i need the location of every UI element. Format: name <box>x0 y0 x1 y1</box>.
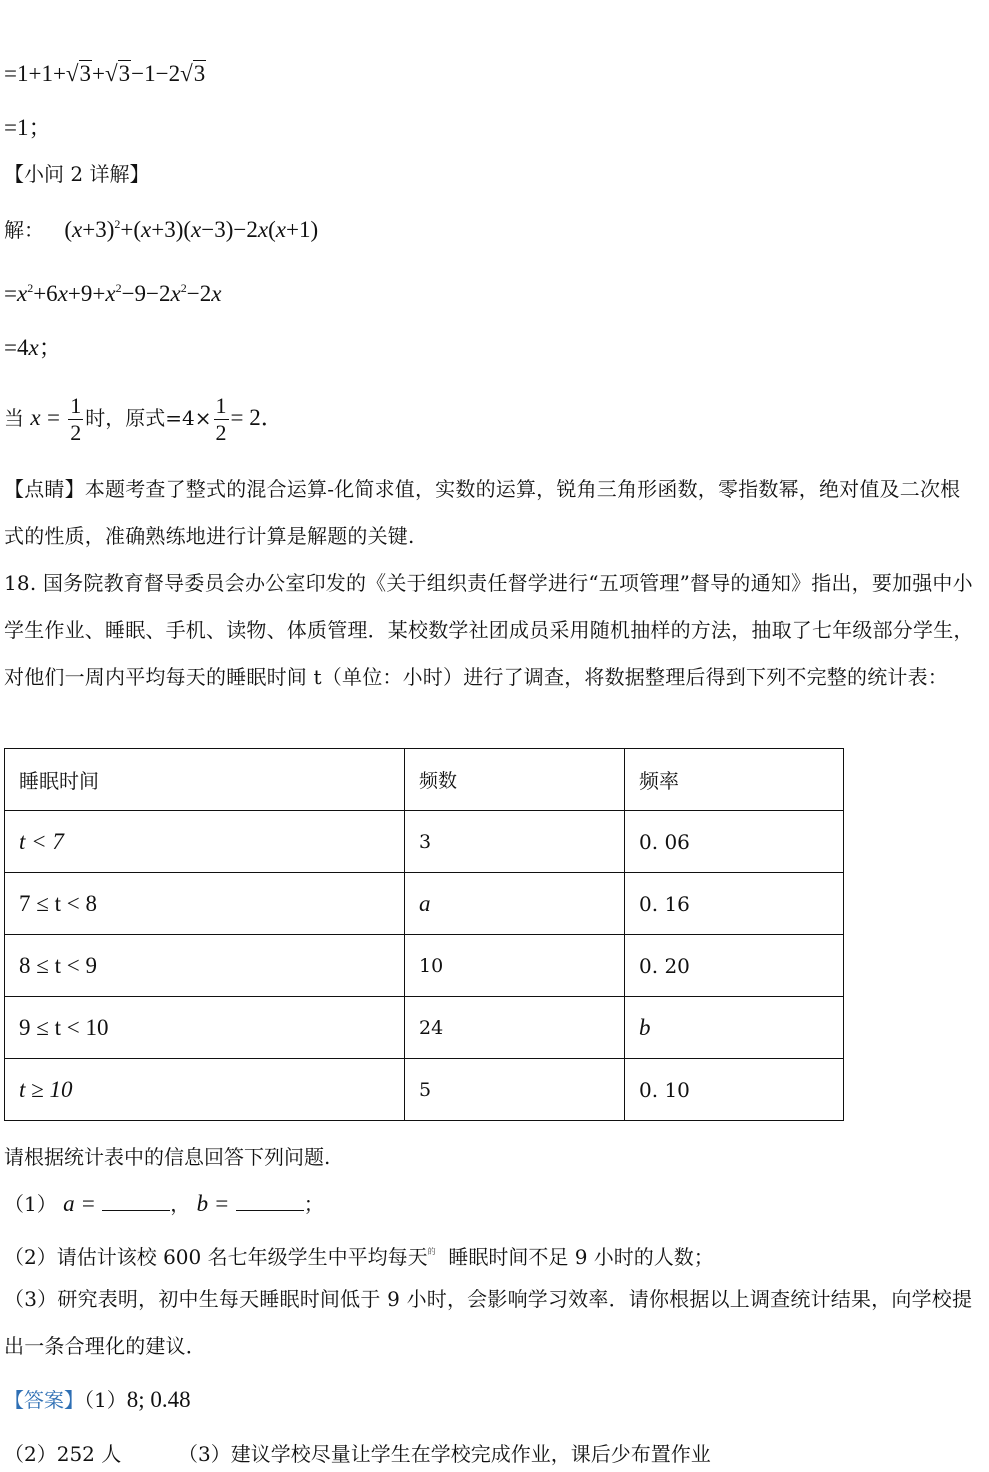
cell-range: t < 7 <box>19 828 64 854</box>
eval-prefix: 当 <box>4 406 24 430</box>
part2-mark: 的 <box>427 1247 436 1256</box>
table-row <box>5 935 844 997</box>
header-sleep-time: 睡眠时间 <box>5 749 405 811</box>
answer-line-1 <box>4 1386 191 1414</box>
sub2-expression: 解： $(x+3)^2+(x+3)(x-3)-2x(x+1)$ <box>4 217 319 242</box>
part1-end: ； <box>303 1192 324 1216</box>
cell-range: 7 ≤ t < 8 <box>19 890 97 916</box>
comment-text: 本题考查了整式的混合运算-化简求值，实数的运算，锐角三角形函数，零指数幂，绝对值及二次根式的性质，准确熟练地进行计算是解题的关键. <box>4 477 961 548</box>
table-row <box>5 997 844 1059</box>
sub2-evaluation <box>4 388 284 448</box>
table-row <box>5 1059 844 1121</box>
cell-range: 9 ≤ t < 10 <box>19 1014 109 1040</box>
table-header-row <box>5 749 844 811</box>
fraction-one-half-2: $\frac{1}{2}$ <box>215 393 227 445</box>
blank-a[interactable] <box>102 1192 170 1211</box>
eval-mid: 时，原式=4× <box>85 406 212 430</box>
part1-b-label: b = <box>196 1191 230 1216</box>
cell-range: t ≥ 10 <box>19 1076 73 1102</box>
cell-rate: b <box>639 1014 651 1040</box>
q18-stem: 18. 国务院教育督导委员会办公室印发的《关于组织责任督学进行“五项管理”督导的通知》指出，要加强中小学生作业、睡眠、手机、读物、体质管理．某校数学社团成员采用随机抽样的方法，抽取了七年级部分学生，对他们一周内平均每天的睡眠时间 t（单位：小时）进行了调查，将数据整理后得到下列不完整的统计表： <box>4 571 974 689</box>
part1-sep: ， <box>170 1192 191 1216</box>
q18-part3: （3）研究表明，初中生每天睡眠时间低于 9 小时，会影响学习效率．请你根据以上调查统计结果，向学校提出一条合理化的建议． <box>4 1287 973 1358</box>
cell-rate: 0. 10 <box>625 1059 844 1121</box>
answer1-value: 8; 0.48 <box>126 1387 191 1412</box>
cell-range: 8 ≤ t < 9 <box>19 952 97 978</box>
header-rate: 频率 <box>625 749 844 811</box>
sub2-simplified: =4x； <box>4 335 62 360</box>
q18-prompt: 请根据统计表中的信息回答下列问题. <box>4 1145 331 1169</box>
step1-result: =1； <box>4 115 52 140</box>
answer-line-2 <box>4 1440 711 1468</box>
eval-eq: = <box>46 405 60 430</box>
cell-count: 10 <box>405 935 625 997</box>
part2-rest: 睡眠时间不足 9 小时的人数； <box>448 1245 714 1269</box>
solve-prefix: 解： <box>4 218 44 242</box>
sub2-expand: $=x^2+6x+9+x^2-9-2x^2-2x$ <box>4 281 222 306</box>
part2-text: （2）请估计该校 600 名七年级学生中平均每天 <box>4 1245 428 1269</box>
comment-tag: 【点睛】 <box>4 477 85 501</box>
answer1-prefix: （1） <box>84 1388 127 1412</box>
eval-var: x <box>30 405 41 430</box>
fraction-one-half: $\frac{1}{2}$ <box>70 393 82 445</box>
sleep-stats-table <box>4 748 844 1121</box>
cell-count: 24 <box>405 997 625 1059</box>
answer2: （2）252 人 <box>4 1442 122 1466</box>
table-row <box>5 811 844 873</box>
cell-rate: 0. 06 <box>625 811 844 873</box>
answer3: （3）建议学校尽量让学生在学校完成作业，课后少布置作业 <box>177 1442 711 1466</box>
table-row <box>5 873 844 935</box>
header-frequency: 频数 <box>405 749 625 811</box>
part1-prefix: （1） <box>4 1192 57 1216</box>
q18-part2 <box>4 1238 714 1271</box>
cell-count: a <box>419 890 431 916</box>
sub2-header: 【小问 2 详解】 <box>4 162 150 186</box>
eval-end: = 2． <box>230 405 284 430</box>
part1-a-label: a = <box>63 1191 96 1216</box>
comment-block <box>4 466 979 560</box>
cell-count: 5 <box>405 1059 625 1121</box>
answer-tag: 【答案】 <box>4 1388 84 1412</box>
cell-count: 3 <box>405 811 625 873</box>
cell-rate: 0. 16 <box>625 873 844 935</box>
step1-line: =1+1+√3+√3−1−2√3 <box>4 61 206 86</box>
cell-rate: 0. 20 <box>625 935 844 997</box>
blank-b[interactable] <box>236 1192 304 1211</box>
q18-part1 <box>4 1190 324 1218</box>
